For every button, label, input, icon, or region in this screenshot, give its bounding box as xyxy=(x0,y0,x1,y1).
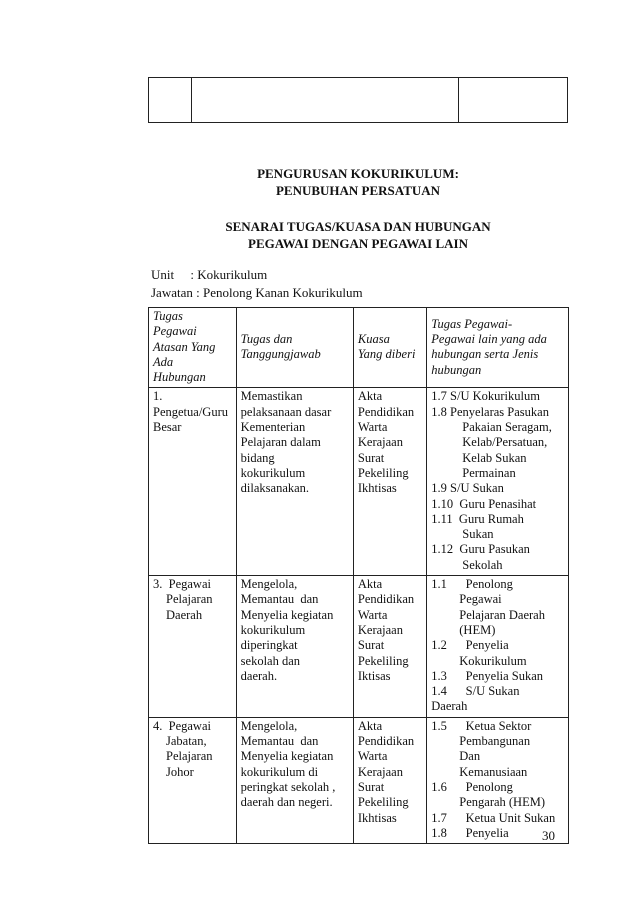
cell-line: Kementerian xyxy=(240,420,306,435)
header-line: Tugas xyxy=(153,309,183,323)
cell-line: Menyelia kegiatan xyxy=(240,749,334,764)
cell-line: Pendidikan xyxy=(357,734,415,749)
cell-line: Akta xyxy=(357,577,383,592)
heading-line: PENGURUSAN KOKURIKULUM: xyxy=(257,166,459,181)
cell-line: Mengelola, xyxy=(240,718,298,733)
heading-line: SENARAI TUGAS/KUASA DAN HUBUNGAN xyxy=(225,219,491,234)
cell-line: 1.8 Penyelaras Pasukan xyxy=(431,404,549,419)
cell-line: Dan xyxy=(459,749,481,764)
cell-line: 1.9 S/U Sukan xyxy=(431,481,504,496)
header-line: Tugas Pegawai- xyxy=(431,316,513,331)
cell-superior xyxy=(149,717,237,843)
cell-line: 1.4 S/U Sukan xyxy=(431,684,520,699)
cell-line: 1.7 S/U Kokurikulum xyxy=(431,389,540,404)
cell-line: Mengelola, xyxy=(240,577,298,592)
cell-line: Ikhtisas xyxy=(357,810,397,825)
cell-authority xyxy=(353,576,426,718)
cell-line: daerah dan negeri. xyxy=(240,795,333,810)
header-line: Tanggungjawab xyxy=(240,347,321,362)
header-line: Yang diberi xyxy=(357,347,416,362)
top-empty-table xyxy=(148,77,568,123)
cell-line: kokurikulum xyxy=(240,465,306,480)
cell-line: Surat xyxy=(357,779,385,794)
cell-line: kokurikulum xyxy=(240,622,306,637)
header-line: Kuasa xyxy=(357,331,390,346)
cell-line: Pelajaran xyxy=(166,749,213,764)
cell-line: 1.5 Ketua Sektor xyxy=(431,718,532,733)
cell-line: 1.3 Penyelia Sukan xyxy=(431,668,544,683)
header-line: Pegawai xyxy=(153,324,197,339)
cell-line: Kerajaan xyxy=(357,764,403,779)
cell-line: Pegawai xyxy=(459,592,502,607)
cell-line: 1.8 Penyelia xyxy=(431,825,509,840)
cell-line: Pembangunan xyxy=(459,734,531,749)
cell-line: 1.7 Ketua Unit Sukan xyxy=(431,810,556,825)
cell-authority xyxy=(353,388,426,576)
cell-line: Pengetua/Guru xyxy=(153,404,228,419)
table-row xyxy=(149,717,569,843)
table-row xyxy=(149,576,569,718)
table-row xyxy=(149,388,569,576)
cell-line: Akta xyxy=(357,718,383,733)
cell-line: Jabatan, xyxy=(166,734,207,749)
cell-line: (HEM) xyxy=(459,622,496,637)
header-duties xyxy=(236,308,353,388)
cell-line: Johor xyxy=(166,764,194,779)
section-heading xyxy=(148,165,568,199)
cell-line: Surat xyxy=(357,450,385,465)
cell-line: Warta xyxy=(357,607,388,622)
cell-line: Pendidikan xyxy=(357,404,415,419)
cell-line: Pelajaran xyxy=(166,592,213,607)
cell-line: Daerah xyxy=(166,607,203,622)
header-line: Ada xyxy=(153,354,174,369)
cell-line: Warta xyxy=(357,749,388,764)
cell-line: Pekeliling xyxy=(357,795,409,810)
cell-line: 1.6 Penolong xyxy=(431,779,513,794)
header-line: hubungan serta Jenis xyxy=(431,347,539,362)
cell-line: Pekeliling xyxy=(357,465,409,480)
cell-duties xyxy=(236,388,353,576)
cell-line: Sukan xyxy=(462,527,494,542)
header-line: Hubungan xyxy=(153,370,206,385)
cell-line: 1.2 Penyelia xyxy=(431,638,509,653)
cell-line: Pendidikan xyxy=(357,592,415,607)
duties-table xyxy=(148,307,569,844)
cell-line: Pengarah (HEM) xyxy=(459,795,546,810)
cell-line: Kerajaan xyxy=(357,622,403,637)
cell-superior xyxy=(149,576,237,718)
top-table-cell-1 xyxy=(149,78,192,122)
cell-line: Permainan xyxy=(462,465,516,480)
cell-line: Pakaian Seragam, xyxy=(462,420,552,435)
cell-duties xyxy=(236,576,353,718)
header-superior-officer xyxy=(149,308,237,388)
cell-line: 1.10 Guru Penasihat xyxy=(431,496,537,511)
cell-line: Kelab Sukan xyxy=(462,450,527,465)
cell-other-officers xyxy=(427,576,569,718)
cell-line: Memastikan xyxy=(240,389,303,404)
cell-line: 1.12 Guru Pasukan xyxy=(431,542,530,557)
table-header-row xyxy=(149,308,569,388)
cell-line: pelaksanaan dasar xyxy=(240,404,332,419)
cell-line: Kokurikulum xyxy=(459,653,527,668)
cell-authority xyxy=(353,717,426,843)
heading-line: PEGAWAI DENGAN PEGAWAI LAIN xyxy=(248,236,468,251)
top-table-cell-2 xyxy=(192,78,459,122)
cell-line: Warta xyxy=(357,420,388,435)
cell-line: 1.11 Guru Rumah xyxy=(431,511,524,526)
cell-line: 4. Pegawai xyxy=(153,718,211,733)
cell-line: peringkat sekolah , xyxy=(240,779,336,794)
cell-line: Sekolah xyxy=(462,557,503,572)
cell-line: Kelab/Persatuan, xyxy=(462,435,548,450)
heading-line: PENUBUHAN PERSATUAN xyxy=(275,183,441,198)
list-heading xyxy=(148,218,568,252)
cell-duties xyxy=(236,717,353,843)
cell-line: kokurikulum di xyxy=(240,764,319,779)
cell-line: Kerajaan xyxy=(357,435,403,450)
cell-line: sekolah dan xyxy=(240,653,301,668)
cell-line: diperingkat xyxy=(240,638,298,653)
cell-other-officers xyxy=(427,717,569,843)
cell-line: Iktisas xyxy=(357,668,391,683)
cell-line: 3. Pegawai xyxy=(153,577,211,592)
header-line: Pegawai lain yang ada xyxy=(431,331,547,346)
cell-line: Ikhtisas xyxy=(357,481,397,496)
cell-line: Pelajaran dalam xyxy=(240,435,321,450)
jawatan-label: Jawatan : Penolong Kanan Kokurikulum xyxy=(151,285,363,300)
header-authority xyxy=(353,308,426,388)
header-line: Atasan Yang xyxy=(153,339,216,354)
cell-line: daerah. xyxy=(240,668,278,683)
cell-line: Memantau dan xyxy=(240,592,319,607)
header-line: hubungan xyxy=(431,362,482,377)
cell-line: Daerah xyxy=(431,699,468,714)
cell-line: 1.1 Penolong xyxy=(431,577,513,592)
cell-line: Menyelia kegiatan xyxy=(240,607,334,622)
cell-line: Pekeliling xyxy=(357,653,409,668)
cell-line: Pelajaran Daerah xyxy=(459,607,545,622)
cell-line: Besar xyxy=(153,420,182,435)
header-line: Tugas dan xyxy=(240,331,293,346)
cell-line: bidang xyxy=(240,450,275,465)
cell-line: dilaksanakan. xyxy=(240,481,310,496)
top-table-cell-3 xyxy=(459,78,567,122)
cell-line: 1. xyxy=(153,389,163,404)
cell-line: Akta xyxy=(357,389,383,404)
page-number: 30 xyxy=(542,828,555,843)
cell-line: Surat xyxy=(357,638,385,653)
cell-other-officers xyxy=(427,388,569,576)
header-other-officers xyxy=(427,308,569,388)
unit-label: Unit : Kokurikulum xyxy=(151,267,268,282)
cell-line: Kemanusiaan xyxy=(459,764,528,779)
cell-superior xyxy=(149,388,237,576)
cell-line: Memantau dan xyxy=(240,734,319,749)
